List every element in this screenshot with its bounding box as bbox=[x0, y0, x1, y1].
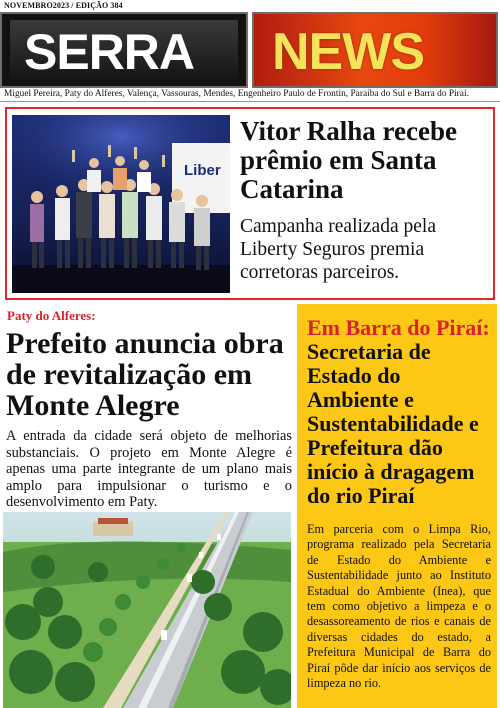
feature-story[interactable] bbox=[5, 107, 495, 300]
feature-subtitle: Campanha realizada pela Liberty Seguros premia corretoras parceiros. bbox=[240, 216, 436, 283]
masthead-news: NEWS bbox=[272, 23, 424, 81]
sidebar-headline-text: Secretaria de Estado do Ambiente e Sustentabilidade e Prefeitura dão início à dragagem do rio Piraí bbox=[307, 339, 479, 508]
masthead-news-panel bbox=[252, 12, 498, 88]
sidebar-headline[interactable] bbox=[307, 316, 493, 508]
masthead-serra: SERRA bbox=[24, 24, 195, 80]
coverage-cities: Miguel Pereira, Paty do Alferes, Valença, Vassouras, Mendes, Engenheiro Paulo de Frontin, Paraíba do Sul e Barra do Piraí. bbox=[4, 89, 469, 99]
photo-sign-text: Liber bbox=[184, 162, 221, 179]
sidebar-story[interactable] bbox=[297, 304, 497, 708]
section-tag: Paty do Alferes: bbox=[7, 308, 96, 323]
project-render-image[interactable] bbox=[3, 512, 291, 708]
header-divider bbox=[0, 101, 500, 102]
feature-headline[interactable]: Vitor Ralha recebe prêmio em Santa Catarina bbox=[240, 116, 457, 204]
main-story-body: A entrada da cidade será objeto de melhorias substanciais. O projeto em Monte Alegre é apenas uma parte integrante de um plano mais amplo para impulsionar o turismo e o desenvolvimento em Paty. bbox=[6, 428, 292, 511]
main-headline[interactable]: Prefeito anuncia obra de revitalização em Monte Alegre bbox=[6, 327, 284, 422]
masthead bbox=[0, 12, 500, 88]
sidebar-body: Em parceria com o Limpa Rio, programa realizado pela Secretaria de Estado do Ambiente e Sustentabilidade junto ao Instituto Estadual do Ambiente (Inea), que tem como objetivo a limpeza e o desassoreamento de rios e canais de diversas cidades do estado, a Prefeitura Municipal de Barra do Piraí pôde dar início aos serviços de limpeza no rio. bbox=[307, 522, 491, 691]
sidebar-location: Em Barra do Piraí: bbox=[307, 315, 490, 340]
award-photo[interactable] bbox=[12, 115, 230, 293]
edition-line: NOVEMBRO2023 / EDIÇÃO 384 bbox=[4, 1, 123, 10]
masthead-serra-panel bbox=[0, 12, 248, 88]
